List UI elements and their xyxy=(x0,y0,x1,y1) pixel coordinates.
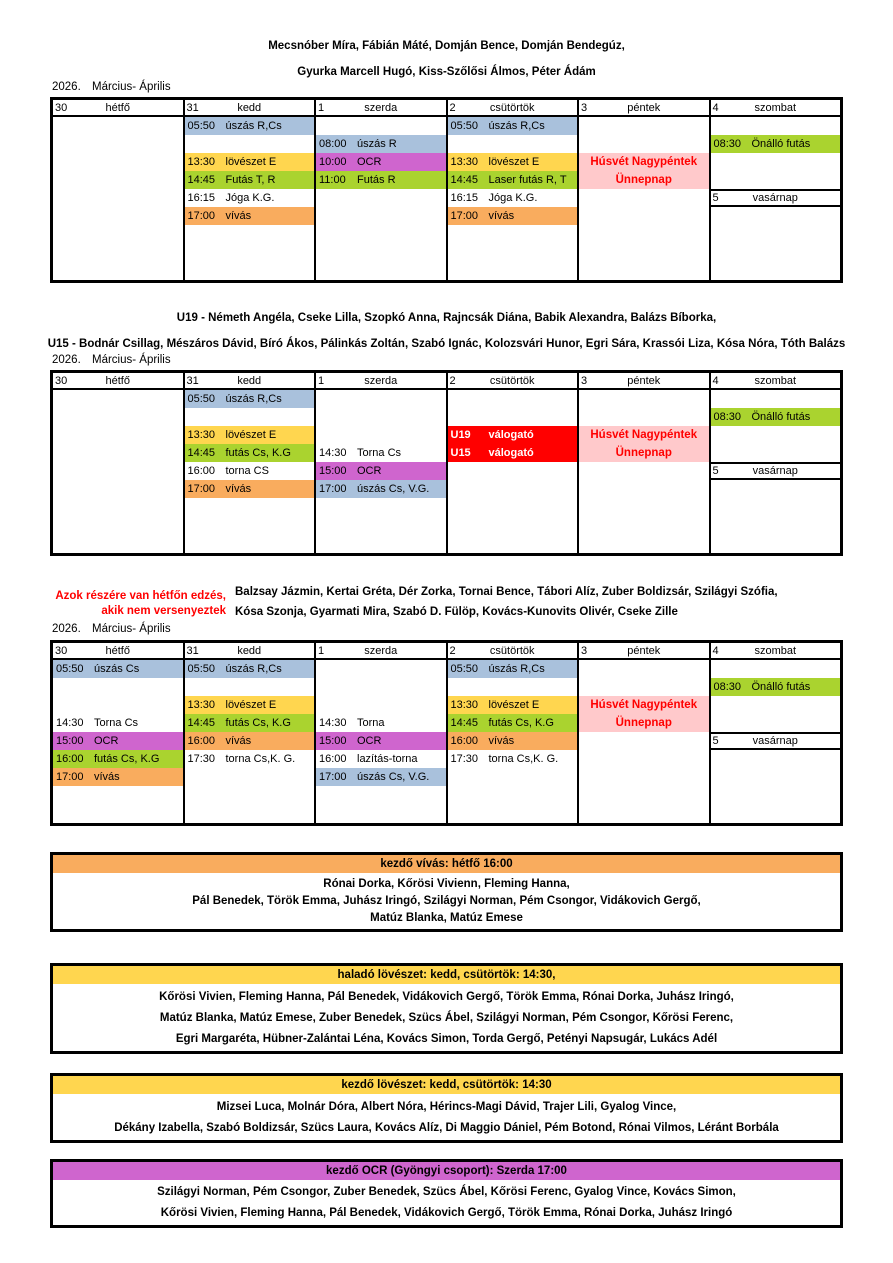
day-header xyxy=(185,100,315,117)
event-label: Futás T, R xyxy=(225,174,276,186)
event-cell xyxy=(185,750,315,768)
year-label: 2026. xyxy=(52,623,81,635)
event-time: 13:30 xyxy=(187,156,216,168)
event-label: OCR xyxy=(94,735,119,747)
event-cell xyxy=(185,660,315,678)
event-label: úszás R,Cs xyxy=(488,663,545,675)
event-time: 16:00 xyxy=(56,753,84,765)
event-label: vívás xyxy=(225,735,252,747)
holiday-cell xyxy=(579,696,709,732)
day-column-szombat xyxy=(709,100,841,280)
day-name: vasárnap xyxy=(752,465,798,477)
event-cell xyxy=(185,390,315,408)
event-label: futás Cs, K.G xyxy=(225,447,291,459)
day-number: 1 xyxy=(318,374,325,387)
day-column-body xyxy=(185,117,315,280)
event-time: 05:50 xyxy=(187,393,216,405)
event-time: 16:00 xyxy=(187,735,216,747)
day-number: 2 xyxy=(449,374,456,387)
day-name: péntek xyxy=(627,101,661,114)
roster-line: Kőrösi Vivien, Fleming Hanna, Pál Benedek, Vidákovich Gergő, Török Emma, Rónai Dorka, Juhász Iringó xyxy=(160,1206,733,1219)
day-column-kedd xyxy=(183,643,315,823)
day-column-body xyxy=(711,390,841,553)
event-cell xyxy=(316,444,446,462)
block-header: kezdő OCR (Gyöngyi csoport): Szerda 17:00 xyxy=(53,1162,840,1180)
event-label: lövészet E xyxy=(225,699,277,711)
day-number: 5 xyxy=(712,465,719,477)
day-name: szerda xyxy=(364,644,398,657)
holiday-line: Ünnepnap xyxy=(615,447,672,459)
day-column-péntek xyxy=(577,643,709,823)
sunday-header xyxy=(711,189,841,207)
month-label xyxy=(52,354,171,366)
day-header xyxy=(711,373,841,390)
event-cell xyxy=(53,732,183,750)
year-label: 2026. xyxy=(52,81,81,93)
event-cell xyxy=(448,732,578,750)
month-label xyxy=(52,81,171,93)
event-cell xyxy=(316,153,446,171)
event-cell xyxy=(448,189,578,207)
roster-line: Egri Margaréta, Hübner-Zalántai Léna, Kovács Simon, Torda Gergő, Petényi Napsugár, Lukács Adél xyxy=(175,1032,718,1045)
event-label: vívás xyxy=(94,771,120,783)
block-body xyxy=(53,1094,840,1140)
event-label: lövészet E xyxy=(225,156,277,168)
day-number: 3 xyxy=(581,101,588,114)
day-name: péntek xyxy=(627,644,661,657)
day-number: 31 xyxy=(186,644,199,657)
day-name: szerda xyxy=(364,101,398,114)
roster-line: Matúz Blanka, Matúz Emese, Zuber Benedek, Szücs Ábel, Szilágyi Norman, Pém Csongor, Kőrösi Ferenc, xyxy=(159,1011,734,1024)
day-header xyxy=(711,643,841,660)
day-column-péntek xyxy=(577,373,709,553)
event-cell xyxy=(448,153,578,171)
day-name: csütörtök xyxy=(489,101,535,114)
event-time: 16:00 xyxy=(187,465,216,477)
event-cell xyxy=(711,408,841,426)
day-number: 31 xyxy=(186,101,199,114)
event-cell xyxy=(448,426,578,444)
event-time: 17:00 xyxy=(187,483,216,495)
day-column-body xyxy=(579,390,709,553)
day-name: kedd xyxy=(237,644,262,657)
day-header xyxy=(448,643,578,660)
day-header xyxy=(579,373,709,390)
day-column-csütörtök xyxy=(446,373,578,553)
event-label: válogató xyxy=(488,447,534,459)
day-number: 30 xyxy=(55,101,68,114)
day-name: hétfő xyxy=(105,374,130,387)
day-header xyxy=(579,100,709,117)
event-time: 14:45 xyxy=(450,174,479,186)
event-cell xyxy=(448,444,578,462)
day-header xyxy=(53,100,183,117)
event-time: U19 xyxy=(450,429,471,441)
day-name: hétfő xyxy=(105,101,130,114)
event-time: 17:00 xyxy=(450,210,479,222)
day-number: 31 xyxy=(186,374,199,387)
roster-line: Matúz Blanka, Matúz Emese xyxy=(370,912,523,925)
day-name: vasárnap xyxy=(752,735,798,747)
day-number: 2 xyxy=(449,101,456,114)
day-number: 1 xyxy=(318,644,325,657)
day-number: 4 xyxy=(712,644,719,657)
holiday-line: Húsvét Nagypéntek xyxy=(590,156,698,168)
day-number: 30 xyxy=(55,374,68,387)
event-label: úszás R,Cs xyxy=(225,120,282,132)
event-label: Önálló futás xyxy=(751,681,811,693)
event-label: torna CS xyxy=(225,465,269,477)
day-column-body xyxy=(316,390,446,553)
event-label: úszás R,Cs xyxy=(225,663,282,675)
event-label: futás Cs, K.G xyxy=(225,717,291,729)
event-time: 16:15 xyxy=(450,192,479,204)
event-label: úszás R,Cs xyxy=(488,120,545,132)
group3-names-line1: Balzsay Jázmin, Kertai Gréta, Dér Zorka, Tornai Bence, Tábori Alíz, Zuber Boldizsár, Szilágyi Szófia, xyxy=(235,586,778,598)
day-column-body xyxy=(579,660,709,823)
block-body xyxy=(53,984,840,1051)
event-cell xyxy=(448,171,578,189)
event-time: 05:50 xyxy=(187,663,216,675)
event-cell xyxy=(53,660,183,678)
event-label: torna Cs,K. G. xyxy=(225,753,296,765)
event-time: 17:00 xyxy=(187,210,216,222)
day-name: csütörtök xyxy=(489,374,535,387)
day-column-hétfő xyxy=(53,373,183,553)
event-cell xyxy=(316,480,446,498)
block-header: kezdő lövészet: kedd, csütörtök: 14:30 xyxy=(53,1076,840,1094)
holiday-line: Ünnepnap xyxy=(615,174,672,186)
event-time: 17:00 xyxy=(319,771,347,783)
event-time: 17:30 xyxy=(450,753,479,765)
event-cell xyxy=(185,426,315,444)
event-time: 11:00 xyxy=(319,174,346,186)
day-header xyxy=(185,373,315,390)
block-header: haladó lövészet: kedd, csütörtök: 14:30, xyxy=(53,966,840,984)
event-time: 14:30 xyxy=(56,717,84,729)
roster-line: Szilágyi Norman, Pém Csongor, Zuber Benedek, Szücs Ábel, Kőrösi Ferenc, Gyalog Vince, Kovács Simon, xyxy=(157,1186,736,1199)
event-label: Futás R xyxy=(357,174,396,186)
event-cell xyxy=(185,732,315,750)
schedule-table-1 xyxy=(50,97,843,283)
event-cell xyxy=(448,696,578,714)
day-column-hétfő xyxy=(53,100,183,280)
day-column-body xyxy=(448,117,578,280)
day-name: csütörtök xyxy=(489,644,535,657)
event-cell xyxy=(185,171,315,189)
event-cell xyxy=(185,696,315,714)
event-time: 13:30 xyxy=(187,429,216,441)
day-column-body xyxy=(711,660,841,823)
event-time: 16:00 xyxy=(450,735,479,747)
event-cell xyxy=(53,714,183,732)
event-time: 14:45 xyxy=(187,174,216,186)
sunday-header xyxy=(711,462,841,480)
event-time: 08:30 xyxy=(713,681,742,693)
event-label: futás Cs, K.G xyxy=(488,717,554,729)
holiday-line: Húsvét Nagypéntek xyxy=(590,429,698,441)
event-cell xyxy=(53,768,183,786)
event-cell xyxy=(448,750,578,768)
day-name: szombat xyxy=(754,374,797,387)
day-header xyxy=(53,643,183,660)
day-column-body xyxy=(579,117,709,280)
event-cell xyxy=(711,678,841,696)
event-time: 17:00 xyxy=(319,483,347,495)
event-time: U15 xyxy=(450,447,471,459)
day-column-body xyxy=(53,660,183,823)
holiday-line: Húsvét Nagypéntek xyxy=(590,699,698,711)
note-text xyxy=(52,589,226,619)
month-label xyxy=(52,623,171,635)
event-cell xyxy=(316,135,446,153)
roster-line: Pál Benedek, Török Emma, Juhász Iringó, Szilágyi Norman, Pém Csongor, Vidákovich Gergő, xyxy=(192,894,701,907)
months-label: Március- Április xyxy=(92,81,171,93)
block-halado-loveszet xyxy=(50,963,843,1054)
schedule-table-3 xyxy=(50,640,843,826)
event-cell xyxy=(448,117,578,135)
event-cell xyxy=(316,768,446,786)
group3-names xyxy=(235,585,778,619)
day-column-body xyxy=(448,390,578,553)
event-time: 10:00 xyxy=(319,156,347,168)
event-label: úszás Cs, V.G. xyxy=(357,771,430,783)
event-label: úszás R xyxy=(357,138,397,150)
event-time: 13:30 xyxy=(187,699,216,711)
event-label: lövészet E xyxy=(488,156,540,168)
event-label: vívás xyxy=(225,210,252,222)
event-label: Önálló futás xyxy=(751,138,811,150)
event-cell xyxy=(185,153,315,171)
day-number: 30 xyxy=(55,644,68,657)
day-header xyxy=(579,643,709,660)
event-time: 14:45 xyxy=(450,717,479,729)
event-cell xyxy=(316,714,446,732)
sunday-header xyxy=(711,732,841,750)
day-name: vasárnap xyxy=(752,192,798,204)
event-label: futás Cs, K.G xyxy=(94,753,160,765)
day-column-body xyxy=(53,117,183,280)
event-time: 05:50 xyxy=(187,120,216,132)
months-label: Március- Április xyxy=(92,354,171,366)
event-label: úszás R,Cs xyxy=(225,393,282,405)
day-header xyxy=(448,100,578,117)
event-time: 17:00 xyxy=(56,771,84,783)
event-label: Jóga K.G. xyxy=(488,192,538,204)
event-label: Torna Cs xyxy=(94,717,139,729)
group1-names-line1: Mecsnóber Míra, Fábián Máté, Domján Bence, Domján Bendegúz, xyxy=(268,40,625,52)
event-cell xyxy=(316,750,446,768)
group2-names-line2: U15 - Bodnár Csillag, Mészáros Dávid, Bíró Ákos, Pálinkás Zoltán, Szabó Ignác, Kolozsvári Hunor, Egri Sára, Krassói Liza, Kósa Nóra, Tóth Balázs xyxy=(47,338,846,350)
roster-line: Kőrösi Vivien, Fleming Hanna, Pál Benedek, Vidákovich Gergő, Török Emma, Rónai Dorka, Juhász Iringó, xyxy=(159,990,734,1003)
day-number: 5 xyxy=(712,192,719,204)
day-column-body xyxy=(316,117,446,280)
event-label: lövészet E xyxy=(225,429,277,441)
day-column-body xyxy=(711,117,841,280)
event-label: OCR xyxy=(357,156,382,168)
block-header: kezdő vívás: hétfő 16:00 xyxy=(53,855,840,873)
day-column-kedd xyxy=(183,100,315,280)
event-time: 14:30 xyxy=(319,447,347,459)
holiday-line: Ünnepnap xyxy=(615,717,672,729)
day-column-csütörtök xyxy=(446,100,578,280)
event-time: 13:30 xyxy=(450,699,479,711)
event-label: Torna Cs xyxy=(357,447,402,459)
day-column-body xyxy=(185,660,315,823)
event-label: vívás xyxy=(488,210,515,222)
event-time: 14:45 xyxy=(187,717,216,729)
event-time: 14:45 xyxy=(187,447,216,459)
event-time: 13:30 xyxy=(450,156,479,168)
event-cell xyxy=(448,714,578,732)
event-time: 15:00 xyxy=(319,465,347,477)
day-column-body xyxy=(316,660,446,823)
block-body xyxy=(53,1180,840,1225)
event-label: válogató xyxy=(488,429,534,441)
day-header xyxy=(53,373,183,390)
day-header xyxy=(316,100,446,117)
day-name: péntek xyxy=(627,374,661,387)
day-header xyxy=(448,373,578,390)
event-cell xyxy=(448,660,578,678)
day-column-szombat xyxy=(709,643,841,823)
event-cell xyxy=(448,207,578,225)
event-time: 08:00 xyxy=(319,138,347,150)
event-time: 15:00 xyxy=(56,735,84,747)
schedule-table-2 xyxy=(50,370,843,556)
event-label: Önálló futás xyxy=(751,411,811,423)
roster-line: Mizsei Luca, Molnár Dóra, Albert Nóra, Hérincs-Magi Dávid, Trajer Lili, Gyalog Vince, xyxy=(216,1100,677,1113)
day-column-body xyxy=(53,390,183,553)
block-kezdo-vivas xyxy=(50,852,843,932)
event-cell xyxy=(185,207,315,225)
event-time: 16:15 xyxy=(187,192,216,204)
day-column-kedd xyxy=(183,373,315,553)
holiday-cell xyxy=(579,153,709,189)
day-column-szerda xyxy=(314,643,446,823)
event-time: 16:00 xyxy=(319,753,347,765)
day-name: hétfő xyxy=(105,644,130,657)
event-time: 15:00 xyxy=(319,735,347,747)
block-kezdo-loveszet xyxy=(50,1073,843,1143)
event-cell xyxy=(711,135,841,153)
event-cell xyxy=(316,171,446,189)
day-header xyxy=(711,100,841,117)
event-label: Laser futás R, T xyxy=(488,174,567,186)
day-number: 1 xyxy=(318,101,325,114)
day-column-body xyxy=(448,660,578,823)
event-label: lazítás-torna xyxy=(357,753,418,765)
day-column-hétfő xyxy=(53,643,183,823)
day-name: kedd xyxy=(237,101,262,114)
day-number: 3 xyxy=(581,374,588,387)
group1-names-line2: Gyurka Marcell Hugó, Kiss-Szőlősi Álmos, Péter Ádám xyxy=(297,66,596,78)
event-cell xyxy=(53,750,183,768)
event-cell xyxy=(185,480,315,498)
event-time: 14:30 xyxy=(319,717,347,729)
note-line1: Azok részére van hétfőn edzés, xyxy=(55,590,226,602)
day-name: kedd xyxy=(237,374,262,387)
event-time: 05:50 xyxy=(56,663,84,675)
day-column-csütörtök xyxy=(446,643,578,823)
day-column-péntek xyxy=(577,100,709,280)
day-header xyxy=(316,373,446,390)
event-time: 08:30 xyxy=(713,138,742,150)
event-label: úszás Cs xyxy=(94,663,140,675)
group2-names-line1: U19 - Németh Angéla, Cseke Lilla, Szopkó Anna, Rajncsák Diána, Babik Alexandra, Balázs Bíborka, xyxy=(176,312,717,324)
event-label: OCR xyxy=(357,465,382,477)
event-cell xyxy=(185,444,315,462)
day-name: szombat xyxy=(754,644,797,657)
day-number: 2 xyxy=(449,644,456,657)
day-column-szerda xyxy=(314,373,446,553)
event-time: 17:30 xyxy=(187,753,216,765)
holiday-cell xyxy=(579,426,709,462)
day-number: 4 xyxy=(712,374,719,387)
day-header xyxy=(185,643,315,660)
event-cell xyxy=(185,117,315,135)
event-label: vívás xyxy=(488,735,515,747)
event-label: vívás xyxy=(225,483,252,495)
event-label: torna Cs,K. G. xyxy=(488,753,559,765)
event-cell xyxy=(316,462,446,480)
day-header xyxy=(316,643,446,660)
event-cell xyxy=(316,732,446,750)
day-number: 3 xyxy=(581,644,588,657)
event-label: lövészet E xyxy=(488,699,540,711)
event-cell xyxy=(185,462,315,480)
day-number: 5 xyxy=(712,735,719,747)
note-line2: akik nem versenyeztek xyxy=(101,605,226,617)
event-label: Torna xyxy=(357,717,385,729)
event-time: 08:30 xyxy=(713,411,742,423)
event-cell xyxy=(185,714,315,732)
event-label: Jóga K.G. xyxy=(225,192,275,204)
event-label: úszás Cs, V.G. xyxy=(357,483,430,495)
year-label: 2026. xyxy=(52,354,81,366)
group3-names-line2: Kósa Szonja, Gyarmati Mira, Szabó D. Fülöp, Kovács-Kunovits Olivér, Cseke Zille xyxy=(235,606,678,618)
roster-line: Rónai Dorka, Kőrösi Vivienn, Fleming Hanna, xyxy=(323,877,570,890)
event-time: 05:50 xyxy=(450,120,479,132)
block-body xyxy=(53,873,840,929)
day-column-szerda xyxy=(314,100,446,280)
day-column-szombat xyxy=(709,373,841,553)
day-number: 4 xyxy=(712,101,719,114)
day-column-body xyxy=(185,390,315,553)
event-time: 05:50 xyxy=(450,663,479,675)
roster-line: Dékány Izabella, Szabó Boldizsár, Szücs Laura, Kovács Alíz, Di Maggio Dániel, Pém Botond, Rónai Vilmos, Léránt Borbála xyxy=(114,1121,779,1134)
day-name: szombat xyxy=(754,101,797,114)
months-label: Március- Április xyxy=(92,623,171,635)
event-cell xyxy=(185,189,315,207)
event-label: OCR xyxy=(357,735,382,747)
day-name: szerda xyxy=(364,374,398,387)
block-kezdo-ocr xyxy=(50,1159,843,1228)
